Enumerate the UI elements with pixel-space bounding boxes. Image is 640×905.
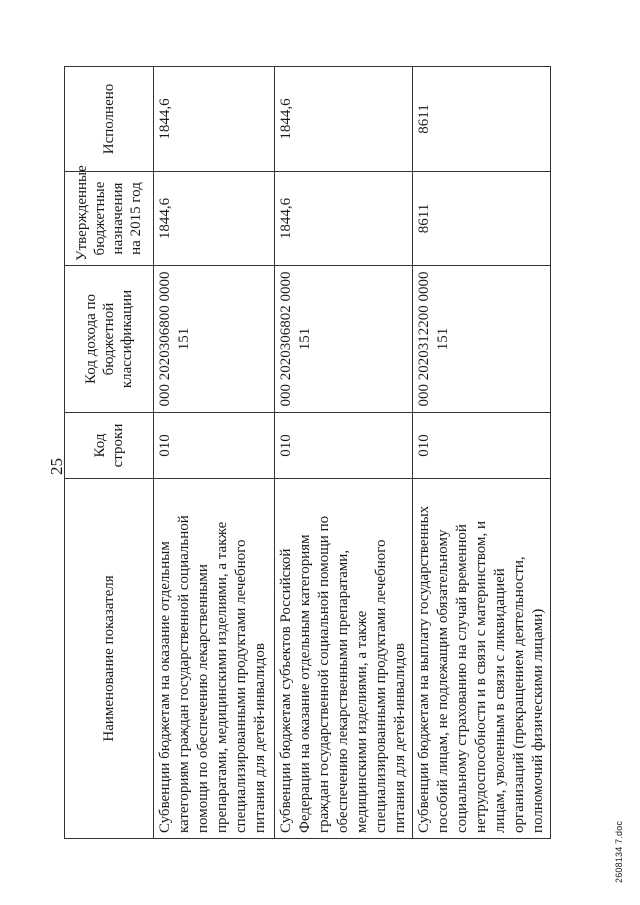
cell-indicator-name: Субвенции бюджетам на оказание отдельным категориям граждан государственной социальной помощи по обеспечению лекарственными препаратами, медицинскими изделиями, а также специализированными продуктами лечебного питания для детей-инвалидов: [154, 479, 275, 839]
cell-income-code: 000 2020312200 0000 151: [413, 266, 551, 413]
page-number: 25: [47, 458, 66, 475]
cell-indicator-name: Субвенции бюджетам субъектов Российской Федерации на оказание отдельным категориям граждан государственной социальной помощи по обеспечению лекарственными препаратами, медицинскими изделиями, а также специализированными продуктами лечебного питания для детей-инвалидов: [275, 479, 413, 839]
cell-line-code: 010: [154, 413, 275, 479]
cell-executed: 8611: [413, 67, 551, 172]
file-identifier: 2608134 7.doc: [614, 820, 624, 883]
budget-table: [64, 66, 551, 839]
header-income-code: Код дохода по бюджетной классификации: [65, 266, 154, 413]
cell-line-code: 010: [413, 413, 551, 479]
header-line-code: Код строки: [65, 413, 154, 479]
cell-executed: 1844,6: [275, 67, 413, 172]
cell-indicator-name: Субвенции бюджетам на выплату государственных пособий лицам, не подлежащим обязательному социальному страхованию на случай временной нетрудоспособности и в связи с материнством, и лицам, уволенным в связи с ликвидацией организаций (прекращением деятельности, полномочий физическими лицами): [413, 479, 551, 839]
cell-income-code: 000 2020306800 0000 151: [154, 266, 275, 413]
cell-line-code: 010: [275, 413, 413, 479]
table-row: [413, 67, 551, 839]
header-approved: Утвержденные бюджетные назначения на 2015 год: [65, 172, 154, 266]
cell-approved: 8611: [413, 172, 551, 266]
header-executed: Исполнено: [65, 67, 154, 172]
cell-approved: 1844,6: [275, 172, 413, 266]
table-row: [154, 67, 275, 839]
cell-approved: 1844,6: [154, 172, 275, 266]
table-row: [275, 67, 413, 839]
table-header-row: [65, 67, 154, 839]
cell-income-code: 000 2020306802 0000 151: [275, 266, 413, 413]
header-indicator-name: Наименование показателя: [65, 479, 154, 839]
cell-executed: 1844,6: [154, 67, 275, 172]
